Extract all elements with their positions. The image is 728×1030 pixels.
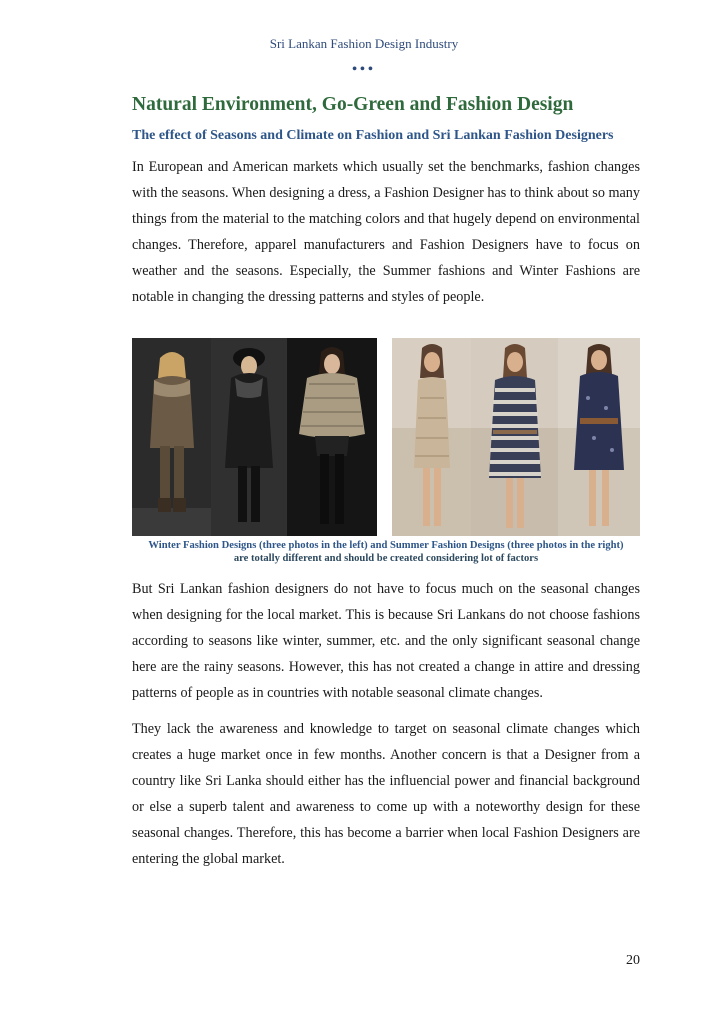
subsection-title: The effect of Seasons and Climate on Fashion and Sri Lankan Fashion Designers <box>132 128 614 143</box>
fashion-figure <box>132 330 640 536</box>
page-number: 20 <box>626 953 640 968</box>
summer-photo-1 <box>392 338 471 536</box>
running-header: Sri Lankan Fashion Design Industry <box>269 36 459 51</box>
paragraph-sri-lanka: But Sri Lankan fashion designers do not have to focus much on the seasonal changes when designing for the local market. This is because Sri Lankans do not choose fashions according to seasons like winter, summer, etc. and the only significant seasonal change here are the rainy seasons. However, this has not created a change in attire and dressing patterns of people as in countries with notable seasonal climate changes. <box>132 581 640 701</box>
figure-caption-line-1: Winter Fashion Designs (three photos in the left) and Summer Fashion Designs (three photos in the right) <box>148 540 624 551</box>
paragraph-intro: In European and American markets which usually set the benchmarks, fashion changes with the seasons. When designing a dress, a Fashion Designer has to think about so many things from the material to the matching colors and that hugely depend on environmental changes. Therefore, apparel manufacturers and Fashion Designers have to focus on weather and the seasons. Especially, the Summer fashions and Winter Fashions are notable in changing the dressing patterns and styles of people. <box>132 159 640 305</box>
figure-caption <box>132 539 640 565</box>
winter-photo-3 <box>287 338 377 536</box>
figure-caption-line-2: are totally different and should be created considering lot of factors <box>233 553 539 564</box>
summer-photo-3 <box>558 338 640 536</box>
summer-photo-2 <box>471 338 558 536</box>
header-dots-ornament: ••• <box>352 62 376 77</box>
section-title: Natural Environment, Go-Green and Fashion Design <box>132 94 574 115</box>
winter-photo-2 <box>211 338 287 536</box>
paragraph-awareness: They lack the awareness and knowledge to target on seasonal climate changes which creates a huge market once in few months. Another concern is that a Designer from a country like Sri Lanka should either has the influencial power and financial background or else a superb talent and awareness to come up with a noteworthy design for these seasonal changes. Therefore, this has become a barrier when local Fashion Designers are entering the global market. <box>132 721 640 867</box>
winter-photo-1 <box>132 338 211 536</box>
page-content <box>132 92 640 872</box>
